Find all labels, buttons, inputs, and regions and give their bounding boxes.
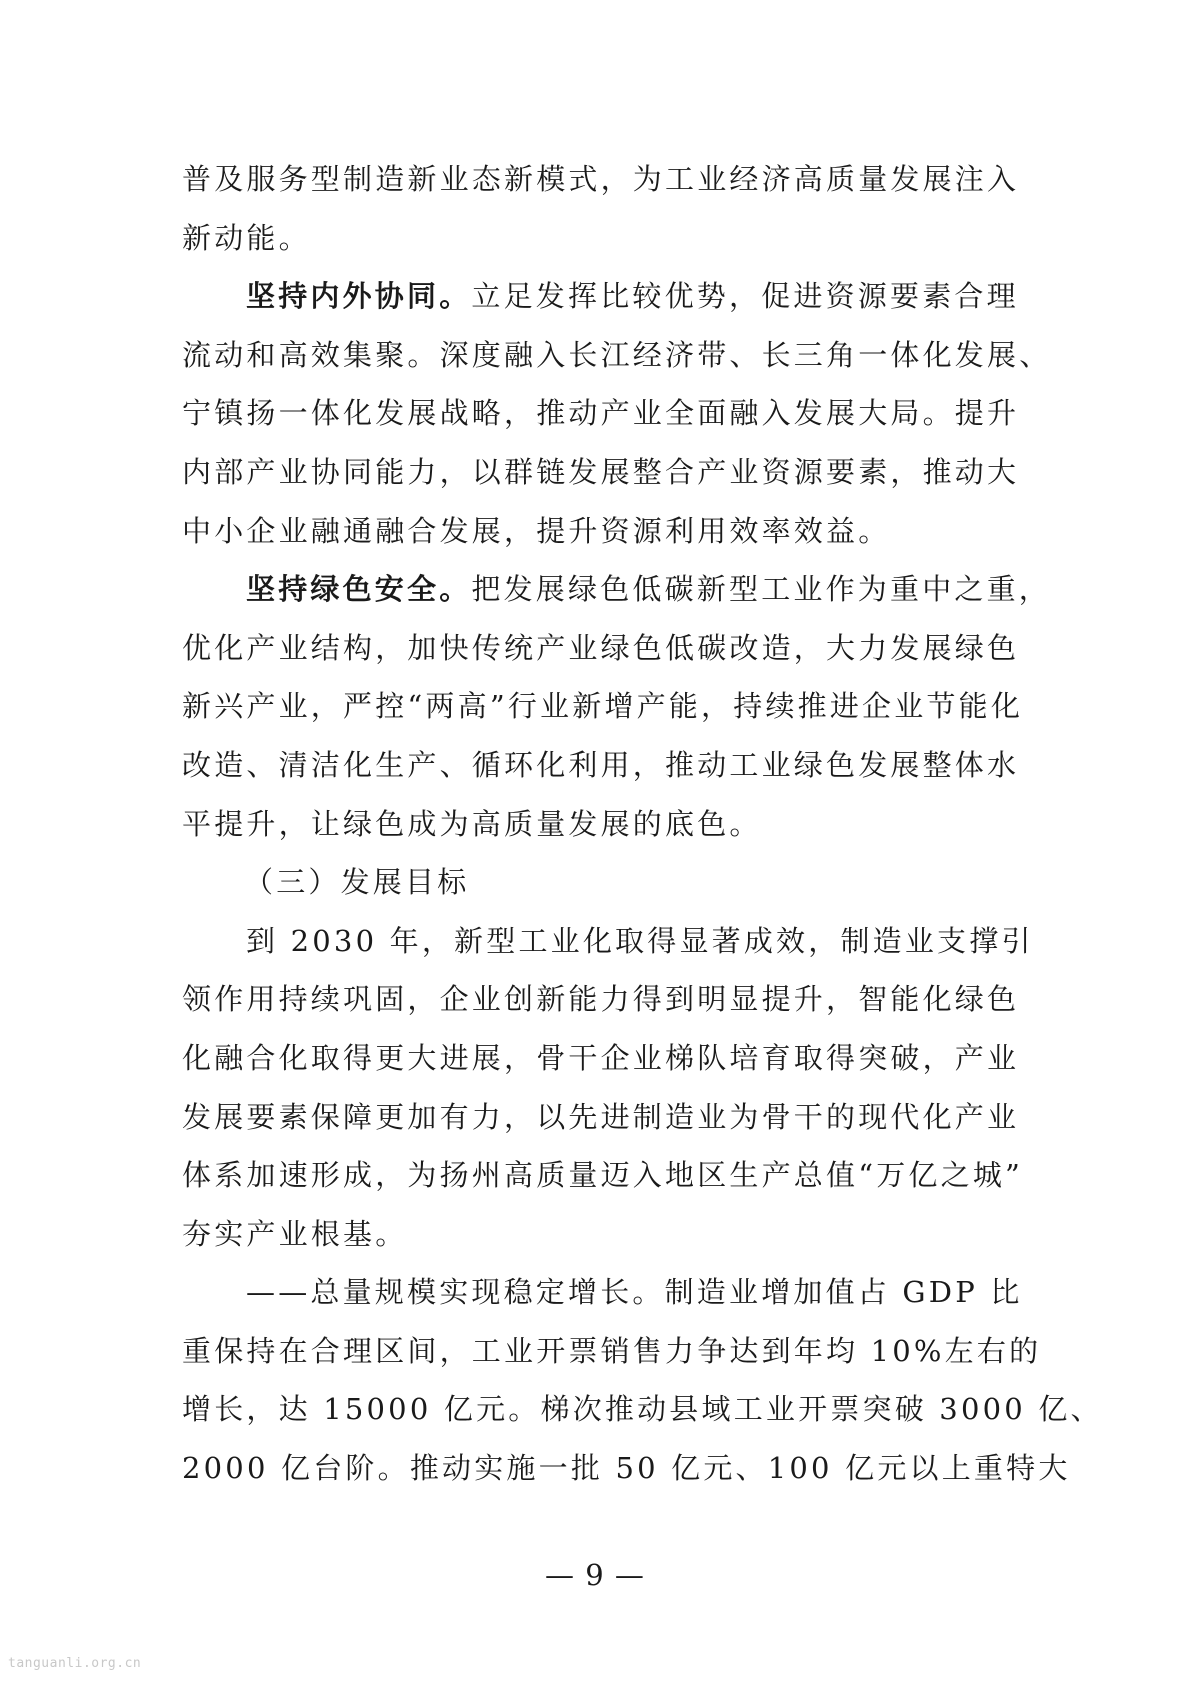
paragraph-lead-rest: 把发展绿色低碳新型工业作为重中之重， (471, 572, 1052, 607)
text-line: 流动和高效集聚。深度融入长江经济带、长三角一体化发展、 (182, 337, 1052, 372)
text-line: 普及服务型制造新业态新模式，为工业经济高质量发展注入 (182, 162, 1020, 196)
text-line: 中小企业融通融合发展，提升资源利用效率效益。 (182, 513, 891, 548)
text-line: 增长，达 15000 亿元。梯次推动县域工业开票突破 3000 亿、 (182, 1392, 1103, 1427)
paragraph-lead-rest: 立足发挥比较优势，促进资源要素合理 (471, 279, 1019, 314)
body-text (182, 150, 1103, 1498)
paragraph-lead-bold: 坚持绿色安全。 (246, 572, 472, 607)
text-line: 夯实产业根基。 (182, 1216, 408, 1251)
section-heading: （三）发展目标 (244, 865, 470, 900)
paragraph-first-line (182, 267, 1019, 326)
text-line: 平提升，让绿色成为高质量发展的底色。 (182, 806, 762, 841)
paragraph-lead-emphasis: ——总量规模实现稳定增长。 (246, 1275, 665, 1310)
paragraph-first-line (182, 1263, 1023, 1322)
paragraph-lead-bold: 坚持内外协同。 (246, 279, 472, 314)
text-line: 优化产业结构，加快传统产业绿色低碳改造，大力发展绿色 (182, 630, 1020, 665)
text-line: 化融合化取得更大进展，骨干企业梯队培育取得突破，产业 (182, 1040, 1020, 1075)
text-line: 宁镇扬一体化发展战略，推动产业全面融入发展大局。提升 (182, 396, 1020, 431)
text-line: 重保持在合理区间，工业开票销售力争达到年均 10%左右的 (182, 1333, 1042, 1368)
watermark-text: tanguanli.org.cn (8, 1656, 142, 1671)
text-line: 内部产业协同能力，以群链发展整合产业资源要素，推动大 (182, 454, 1020, 489)
text-line: 改造、清洁化生产、循环化利用，推动工业绿色发展整体水 (182, 747, 1020, 782)
paragraph-first-line (182, 560, 1052, 619)
paragraph-first-line: 到 2030 年，新型工业化取得显著成效，制造业支撑引 (246, 923, 1034, 958)
text-line: 2000 亿台阶。推动实施一批 50 亿元、100 亿元以上重特大 (182, 1451, 1071, 1486)
paragraph-lead-rest: 制造业增加值占 GDP 比 (664, 1275, 1023, 1310)
text-line: 新兴产业，严控“两高”行业新增产能，持续推进企业节能化 (182, 689, 1024, 724)
page-number: — 9 — (545, 1558, 645, 1592)
text-line: 发展要素保障更加有力，以先进制造业为骨干的现代化产业 (182, 1099, 1020, 1134)
text-line: 新动能。 (182, 220, 311, 255)
text-line: 体系加速形成，为扬州高质量迈入地区生产总值“万亿之城” (182, 1158, 1024, 1193)
text-line: 领作用持续巩固，企业创新能力得到明显提升，智能化绿色 (182, 982, 1020, 1017)
